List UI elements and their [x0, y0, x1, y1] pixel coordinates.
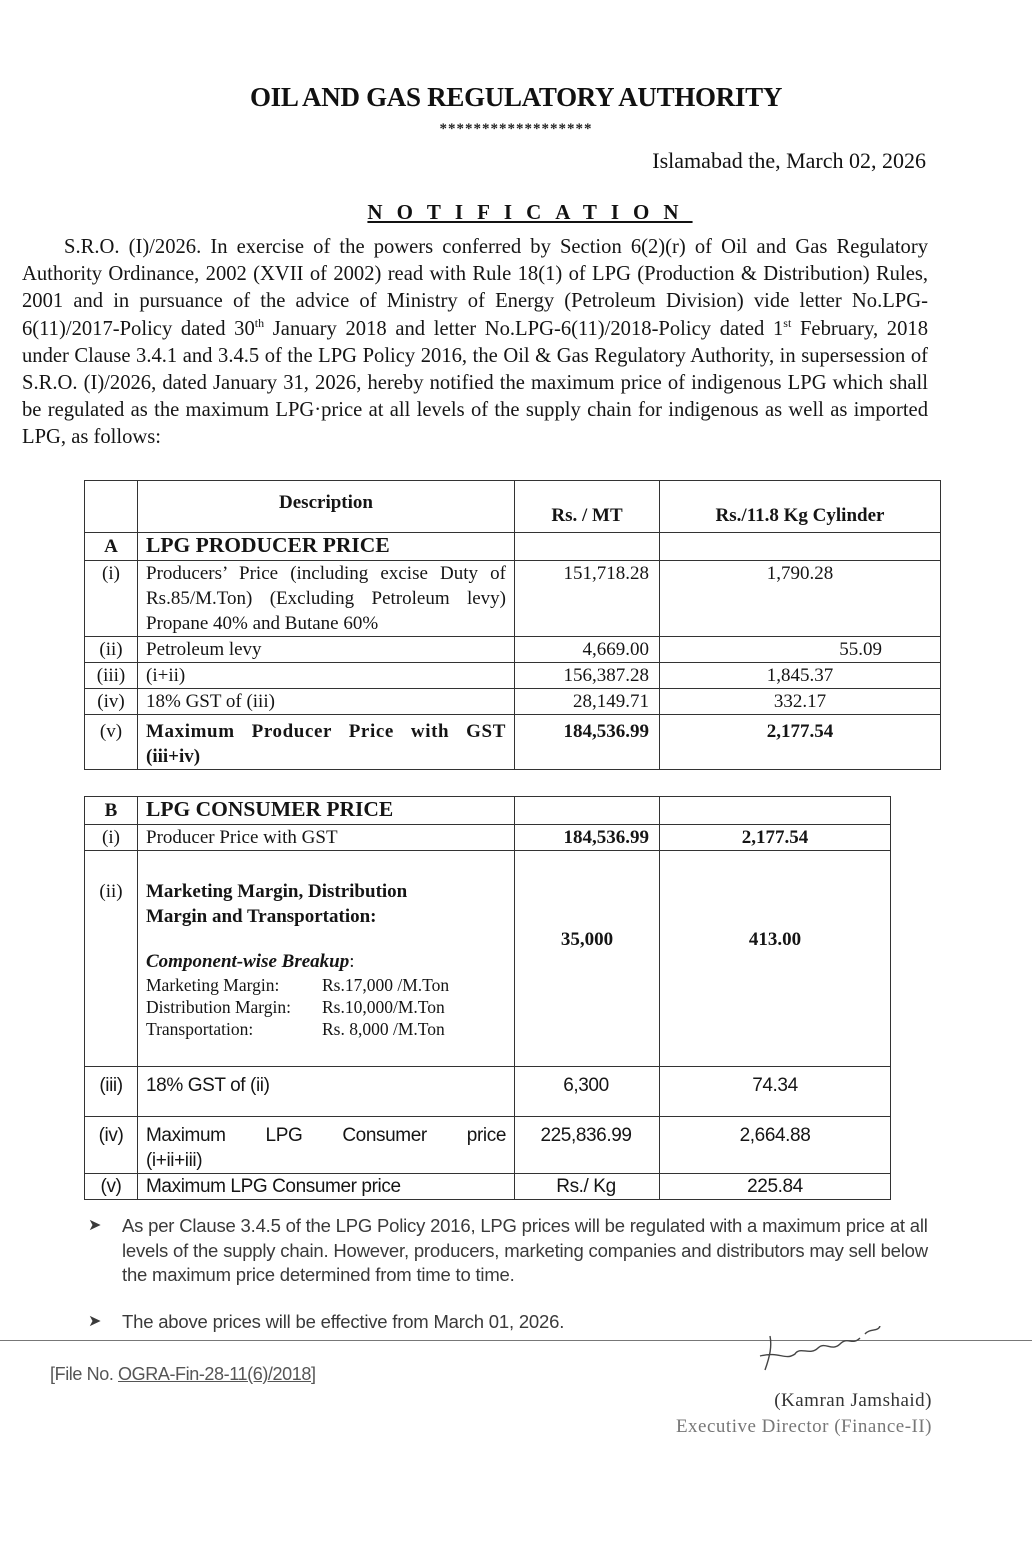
note-item: ➤ The above prices will be effective from March 01, 2026. — [88, 1310, 928, 1335]
signature — [740, 1326, 890, 1376]
note-item: ➤ As per Clause 3.4.5 of the LPG Policy 2016, LPG prices will be regulated with a maximum price at all levels of the supply chain. However, producers, marketing companies and distributors may sell below the maximum price determined from time to time. — [88, 1214, 928, 1288]
table-row: (iv) Maximum LPG Consumer price (i+ii+iii) 225,836.99 2,664.88 — [85, 1117, 891, 1174]
header-description: Description — [138, 481, 515, 533]
signer-name: (Kamran Jamshaid) — [774, 1390, 932, 1411]
authority-title: OIL AND GAS REGULATORY AUTHORITY — [249, 82, 783, 112]
table-row: (i) Producer Price with GST 184,536.99 2,177.54 — [85, 825, 891, 851]
table-row: (ii) Petroleum levy 4,669.00 55.09 — [85, 637, 941, 663]
signer-designation: Executive Director (Finance-II) — [675, 1416, 932, 1437]
breakup-item: Transportation: Rs. 8,000 /M.Ton — [146, 1019, 445, 1039]
table-row: (i) Producers’ Price (including excise Duty of Rs.85/M.Ton) (Excluding Petroleum levy) Propane 40% and Butane 60% 151,718.28 1,790.28 — [85, 561, 941, 637]
sro-number: S.R.O. (I)/2026. — [64, 236, 202, 258]
table-row-margins: (ii) Marketing Margin, Distribution Margin and Transportation: Component-wise Breakup: Marketing Margin: Rs.17,000 /M.Ton Distribution Margin: Rs.10,000/M.Ton Transportation: Rs. 8,000 /M.Ton 35,000 413.00 — [85, 851, 891, 1067]
breakup-item: Distribution Margin: Rs.10,000/M.Ton — [146, 997, 445, 1017]
consumer-price-table — [84, 796, 891, 1200]
notification-body: S.R.O. (I)/2026. In exercise of the powers conferred by Section 6(2)(r) of Oil and Gas Regulatory Authority Ordinance, 2002 (XVII of 2002) read with Rule 18(1) of LPG (Production & Distribution) Rules, 2001 and in pursuance of the advice of Ministry of Energy (Petroleum Division) vide letter No.LPG-6(11)/2017-Policy dated 30th January 2018 and letter No.LPG-6(11)/2018-Policy dated 1st February, 2018 under Clause 3.4.1 and 3.4.5 of the LPG Policy 2016, the Oil & Gas Regulatory Authority, in supersession of S.R.O. (I)/2026, dated January 31, 2026, hereby notified the maximum price of indigenous LPG which shall be regulated as the maximum LPG·price at all levels of the supply chain for indigenous as well as imported LPG, as follows: — [22, 236, 928, 449]
file-number: [File No. OGRA-Fin-28-11(6)/2018] — [50, 1364, 316, 1384]
section-title: LPG PRODUCER PRICE — [138, 533, 515, 561]
place-date: Islamabad the, March 02, 2026 — [652, 148, 926, 173]
table-row-total: (v) Maximum Producer Price with GST (iii+iv) 184,536.99 2,177.54 — [85, 715, 941, 770]
arrow-bullet-icon: ➤ — [88, 1312, 102, 1330]
arrow-bullet-icon: ➤ — [88, 1217, 102, 1234]
breakup-title: Component-wise Breakup: — [146, 951, 355, 972]
header-rs-per-cylinder: Rs./11.8 Kg Cylinder — [660, 481, 941, 533]
section-code: B — [85, 797, 138, 825]
notification-heading: NOTIFICATION — [367, 200, 693, 224]
breakup-list — [146, 974, 506, 1040]
section-header-row — [85, 797, 891, 825]
header-rs-per-mt: Rs. / MT — [515, 481, 660, 533]
table-row: (iii) (i+ii) 156,387.28 1,845.37 — [85, 663, 941, 689]
table-row: (iii) 18% GST of (ii) 6,300 74.34 — [85, 1067, 891, 1117]
table-header-row — [85, 481, 941, 533]
section-header-row — [85, 533, 941, 561]
section-title: LPG CONSUMER PRICE — [138, 797, 515, 825]
table-row: (v) Maximum LPG Consumer price Rs./ Kg 225.84 — [85, 1174, 891, 1200]
producer-price-table — [84, 480, 941, 770]
title-separator: ****************** — [439, 121, 593, 137]
breakup-item: Marketing Margin: Rs.17,000 /M.Ton — [146, 975, 450, 995]
section-code: A — [85, 533, 138, 561]
table-row: (iv) 18% GST of (iii) 28,149.71 332.17 — [85, 689, 941, 715]
